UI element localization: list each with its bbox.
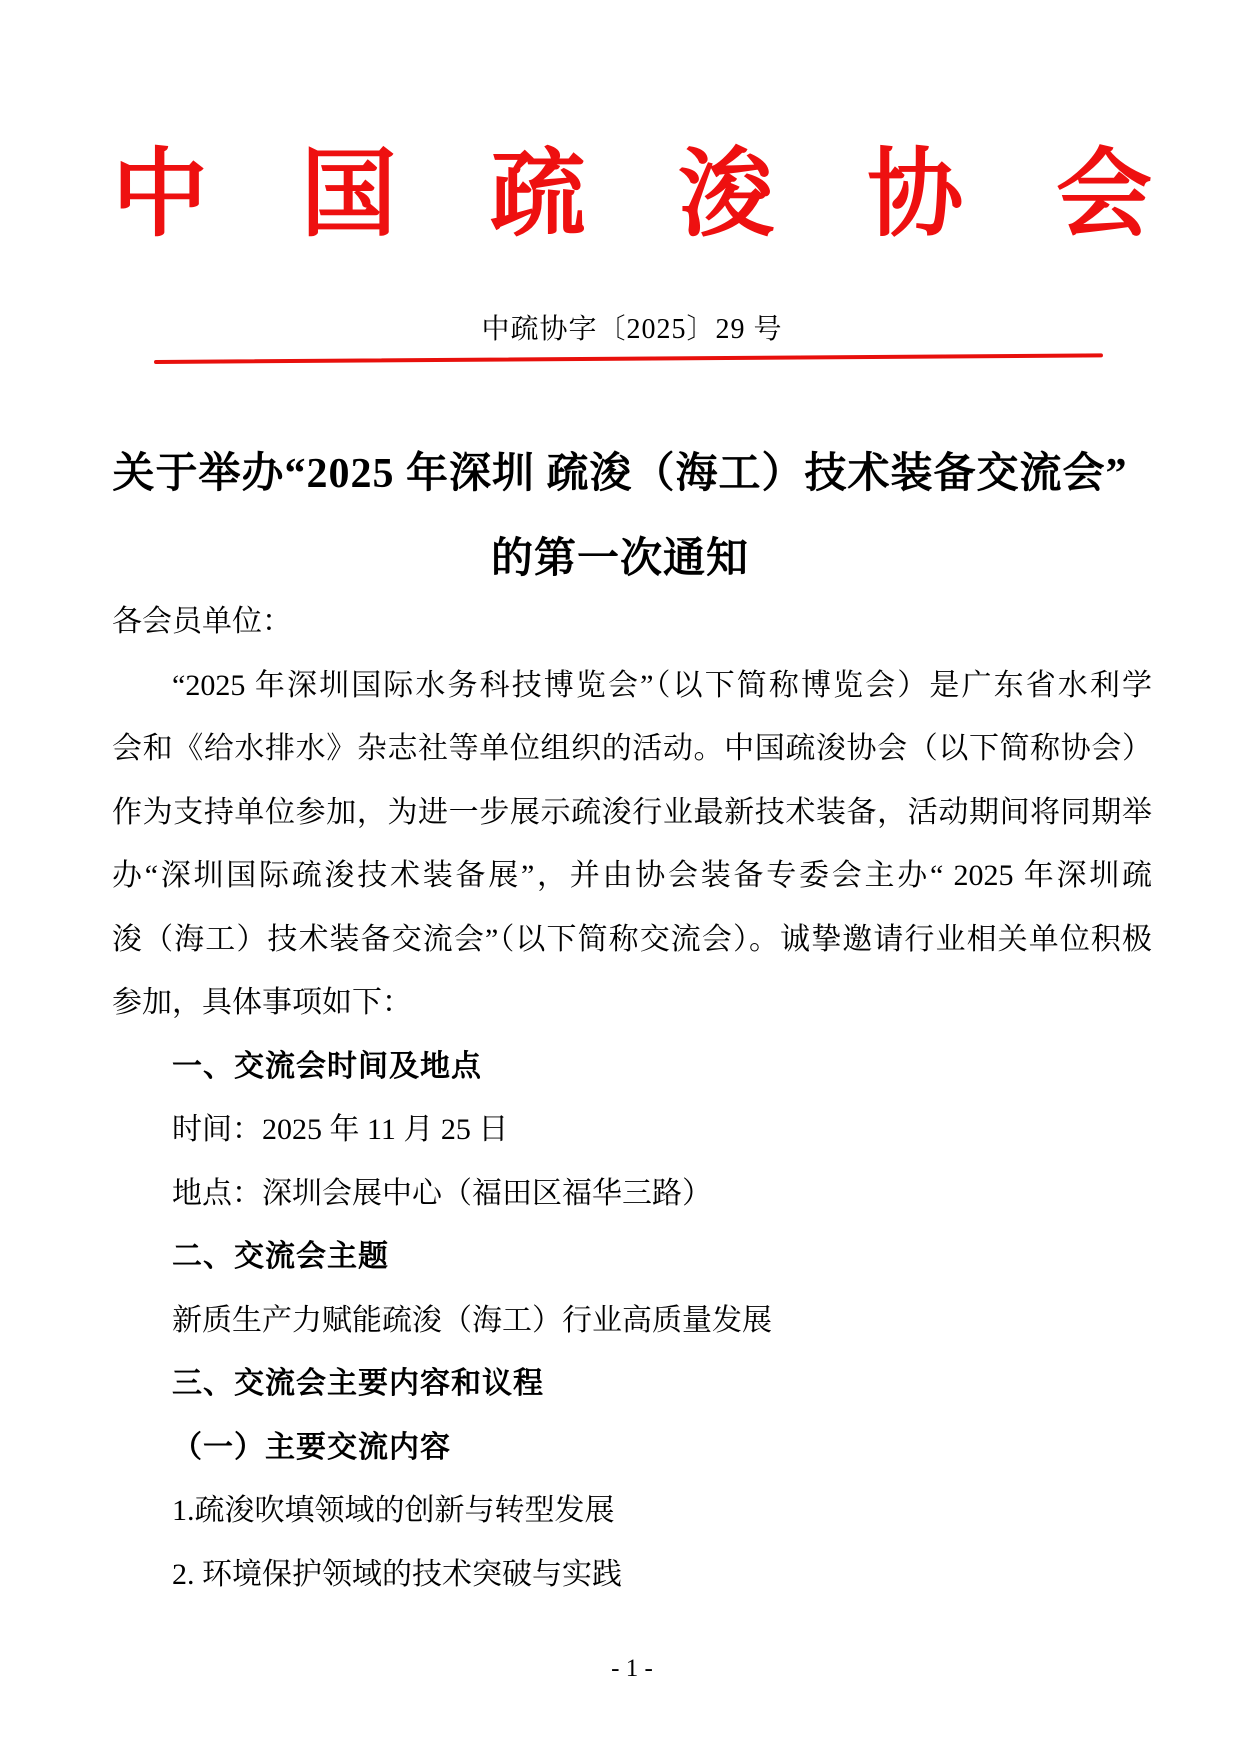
doc-title-line-2: 的第一次通知 (490, 536, 749, 582)
doc-number: 中疏协字〔2025〕29 号 (481, 314, 783, 345)
body-line: 会和《给水排水》杂志社等单位组织的活动。中国疏浚协会（以下简称协会） (112, 732, 1152, 765)
body-line: “2025 年深圳国际水务科技博览会”（以下简称博览会）是广东省水利学 (172, 668, 1152, 702)
theme-line: 新质生产力赋能疏浚（海工）行业高质量发展 (172, 1303, 772, 1337)
org-char: 会 (1055, 141, 1152, 248)
org-masthead (112, 135, 1152, 255)
section-heading-3: 三、交流会主要内容和议程 (172, 1367, 544, 1400)
list-item-1: 1.疏浚吹填领域的创新与转型发展 (172, 1494, 615, 1527)
list-item-2: 2. 环境保护领域的技术突破与实践 (172, 1557, 622, 1591)
event-location-line: 地点：深圳会展中心（福田区福华三路） (172, 1176, 712, 1210)
doc-body (112, 590, 1152, 1606)
org-char: 协 (867, 141, 964, 248)
section-heading-2: 二、交流会主题 (172, 1240, 389, 1273)
org-char: 国 (300, 141, 397, 248)
body-line: 参加，具体事项如下： (112, 986, 412, 1019)
body-line: 作为支持单位参加，为进一步展示疏浚行业最新技术装备，活动期间将同期举 (112, 795, 1152, 829)
doc-title-line-1: 关于举办“2025 年深圳 疏浚（海工）技术装备交流会” (112, 451, 1128, 497)
body-line: 办“深圳国际疏浚技术装备展”，并由协会装备专委会主办“ 2025 年深圳疏 (112, 859, 1152, 892)
doc-title (100, 432, 1140, 602)
org-char: 疏 (489, 141, 586, 248)
red-rule-divider (154, 353, 1103, 364)
event-time-line: 时间：2025 年 11 月 25 日 (172, 1113, 509, 1146)
body-line: 浚（海工）技术装备交流会”（以下简称交流会）。诚挚邀请行业相关单位积极 (112, 922, 1152, 956)
org-char: 浚 (678, 141, 775, 248)
section-heading-1: 一、交流会时间及地点 (172, 1049, 482, 1083)
subsection-heading-1: （一）主要交流内容 (172, 1430, 451, 1464)
org-char: 中 (112, 141, 208, 248)
salutation: 各会员单位： (112, 605, 292, 638)
page-number: - 1 - (611, 1655, 653, 1682)
